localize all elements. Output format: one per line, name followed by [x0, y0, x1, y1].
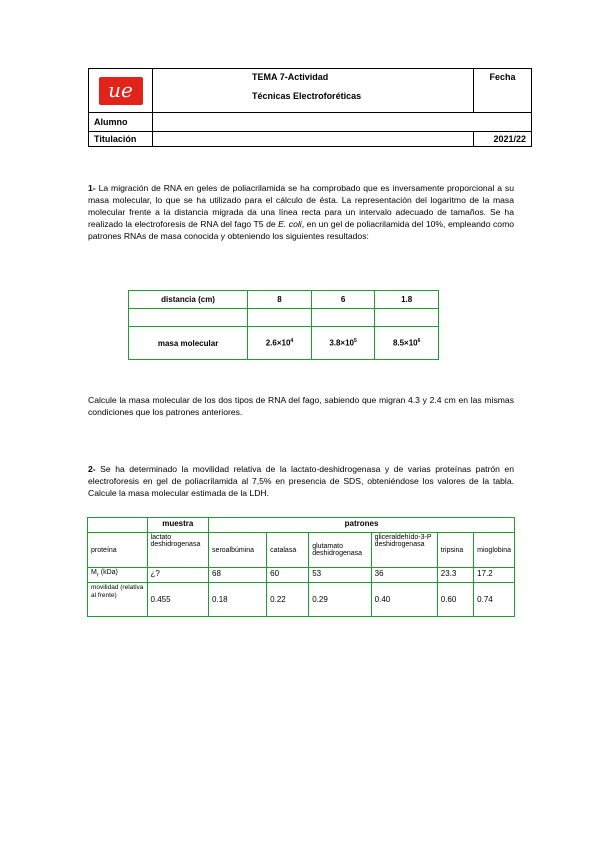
mobility-value: 0.60 [437, 583, 473, 617]
migration-table [128, 290, 439, 360]
degree-field[interactable] [153, 132, 474, 147]
question-2-body: Se ha determinado la movilidad relativa de la lactato-deshidrogenasa y de varias proteínas patrón en electroforesis en gel de poliacrilamida al 7,5% en presencia de SDS, obteniéndose los valores de la tabla. Calcule la masa molecular estimada de la LDH. [88, 464, 514, 498]
theme-subtitle: Técnicas Electroforéticas [252, 91, 362, 101]
question-1-text-b: , en un gel de poliacrilamida del 10%, empleando como patrones RNAs de masa conocida y obteniendo los siguientes resultados: [88, 218, 515, 241]
degree-label: Titulación [89, 132, 153, 147]
standard-name: glutamato deshidrogenasa [309, 533, 371, 568]
mobility-label: movilidad (relativa al frente) [88, 583, 148, 617]
mr-value: 36 [371, 568, 437, 583]
question-1-number: 1- [88, 183, 96, 193]
empty-cell [248, 309, 312, 327]
sample-mr: ¿? [147, 568, 209, 583]
standards-header: patrones [209, 518, 515, 533]
question-1-text-a: La migración de RNA en geles de poliacrilamida se ha comprobado que es inversamente proporcional a su masa molecular, lo que se ha utilizado para el cálculo de ésta. La representación del logaritmo de la masa molecular frente a la distancia migrada da una línea recta para un intervalo adecuado de tamaños. Se ha realizado la electroforesis de RNA del fago T5 de [88, 183, 514, 229]
title-cell [153, 69, 474, 113]
mobility-value: 0.29 [309, 583, 371, 617]
header-table [88, 68, 532, 147]
empty-cell [129, 309, 248, 327]
logo-cell [89, 69, 153, 113]
protein-label: proteína [88, 533, 148, 568]
mobility-table [87, 517, 515, 617]
mobility-value: 0.22 [267, 583, 309, 617]
question-1-text [88, 183, 514, 243]
standard-name: tripsina [437, 533, 473, 568]
mass-label: masa molecular [129, 327, 248, 360]
student-label: Alumno [89, 113, 153, 132]
standard-name: gliceraldehído-3-P deshidrogenasa [371, 533, 437, 568]
mobility-value: 0.74 [474, 583, 515, 617]
mr-value: 60 [267, 568, 309, 583]
mass-cell: $3.8\times 10^5$ [311, 327, 375, 360]
question-2-number: 2- [88, 464, 96, 474]
empty-cell [311, 309, 375, 327]
standard-name: mioglobina [474, 533, 515, 568]
mr-value: 23.3 [437, 568, 473, 583]
empty-cell [375, 309, 439, 327]
sample-name: lactato deshidrogenasa [147, 533, 209, 568]
mr-value: 17.2 [474, 568, 515, 583]
mr-value: 68 [209, 568, 267, 583]
mr-label: $M_r$ (kDa) [88, 568, 148, 583]
standard-name: catalasa [267, 533, 309, 568]
mobility-value: 0.40 [371, 583, 437, 617]
student-field[interactable] [153, 113, 532, 132]
sample-header: muestra [147, 518, 209, 533]
distance-cell: 8 [248, 291, 312, 309]
year-label: 2021/22 [473, 132, 531, 147]
mass-cell: $8.5\times 10^6$ [375, 327, 439, 360]
standard-name: seroalbúmina [209, 533, 267, 568]
theme-title: TEMA 7-Actividad [252, 72, 329, 82]
mobility-value: 0.18 [209, 583, 267, 617]
distance-cell: 6 [311, 291, 375, 309]
date-label: Fecha [473, 69, 531, 113]
empty-cell [88, 518, 148, 533]
question-1-ask: Calcule la masa molecular de los dos tipos de RNA del fago, sabiendo que migran 4.3 y 2.4 cm en las mismas condiciones que los patrones anteriores. [88, 395, 514, 417]
logo-text: ue [108, 77, 133, 102]
distance-cell: 1.8 [375, 291, 439, 309]
mr-value: 53 [309, 568, 371, 583]
distance-label: distancia (cm) [129, 291, 248, 309]
question-2-text [88, 464, 514, 500]
sample-mobility: 0.455 [147, 583, 209, 617]
university-logo [99, 77, 143, 105]
species-name: E. coli [278, 218, 302, 229]
mass-cell: $2.6\times 10^4$ [248, 327, 312, 360]
